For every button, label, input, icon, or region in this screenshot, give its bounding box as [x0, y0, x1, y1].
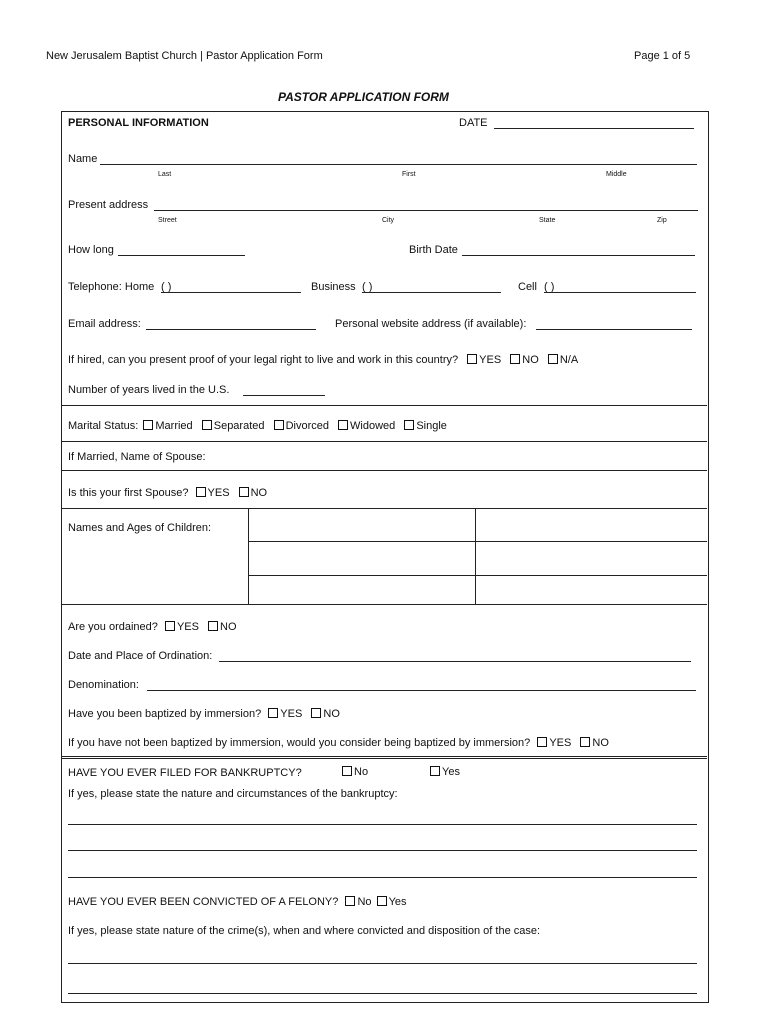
consider-no-checkbox[interactable]	[580, 737, 590, 747]
birth-date-field[interactable]	[462, 255, 695, 256]
divider-first-spouse	[62, 508, 707, 509]
tel-home-label: Telephone: Home	[68, 281, 155, 293]
business-label: Business	[311, 281, 356, 293]
legal-right-question	[68, 354, 584, 366]
legal-na-label: N/A	[559, 354, 579, 366]
widowed-checkbox[interactable]	[338, 420, 348, 430]
header-left: New Jerusalem Baptist Church | Pastor Application Form	[46, 50, 323, 62]
bankruptcy-no-option	[342, 766, 368, 778]
ordained-no-label: NO	[220, 621, 237, 633]
denomination-field[interactable]	[147, 690, 696, 691]
page-title: PASTOR APPLICATION FORM	[278, 90, 449, 104]
name-field[interactable]	[100, 164, 697, 165]
bankruptcy-answer-line-1[interactable]	[68, 824, 697, 825]
consider-no-label: NO	[592, 737, 609, 749]
divider-ordination	[62, 756, 707, 757]
legal-no-checkbox[interactable]	[510, 354, 520, 364]
bankruptcy-no-checkbox[interactable]	[342, 766, 352, 776]
felony-no-checkbox[interactable]	[345, 896, 355, 906]
children-label: Names and Ages of Children:	[68, 522, 212, 534]
ordained-yes-label: YES	[176, 621, 199, 633]
baptized-yes-label: YES	[280, 708, 303, 720]
cell-paren: ( )	[544, 281, 555, 293]
separated-checkbox[interactable]	[202, 420, 212, 430]
marital-status-row	[68, 420, 453, 432]
website-field[interactable]	[536, 329, 692, 330]
spouse-label: If Married, Name of Spouse:	[68, 451, 206, 463]
email-field[interactable]	[146, 329, 316, 330]
address-sub-state: State	[539, 217, 556, 224]
felony-answer-line-2[interactable]	[68, 993, 697, 994]
child-cell-1a[interactable]	[250, 510, 474, 540]
children-grid-h1	[248, 541, 707, 542]
baptized-no-label: NO	[323, 708, 340, 720]
bankruptcy-no-label: No	[354, 766, 369, 778]
how-long-label: How long	[68, 244, 114, 256]
child-cell-1b[interactable]	[477, 510, 705, 540]
marital-status-label: Marital Status:	[68, 420, 139, 432]
email-label: Email address:	[68, 318, 141, 330]
address-label: Present address	[68, 199, 149, 211]
first-spouse-row	[68, 487, 273, 499]
bankruptcy-answer-line-2[interactable]	[68, 850, 697, 851]
divider-personal	[62, 405, 707, 406]
consider-yes-label: YES	[549, 737, 572, 749]
legal-right-question-text: If hired, can you present proof of your legal right to live and work in this country?	[68, 354, 459, 366]
bankruptcy-yes-checkbox[interactable]	[430, 766, 440, 776]
first-spouse-label: Is this your first Spouse?	[68, 487, 189, 499]
children-grid-v1	[248, 508, 249, 604]
widowed-label: Widowed	[350, 420, 396, 432]
tel-home-paren: ( )	[161, 281, 172, 293]
child-cell-3b[interactable]	[477, 577, 705, 603]
ordination-date-place-label: Date and Place of Ordination:	[68, 650, 213, 662]
business-paren: ( )	[362, 281, 373, 293]
separated-label: Separated	[213, 420, 265, 432]
children-grid-v2	[475, 508, 476, 604]
name-sub-middle: Middle	[606, 171, 627, 178]
address-sub-city: City	[382, 217, 395, 224]
denomination-label: Denomination:	[68, 679, 139, 691]
felony-answer-line-1[interactable]	[68, 963, 697, 964]
baptized-row	[68, 708, 346, 720]
bankruptcy-followup-label: If yes, please state the nature and circumstances of the bankruptcy:	[68, 788, 398, 800]
name-sub-first: First	[402, 171, 416, 178]
child-cell-2a[interactable]	[250, 543, 474, 574]
single-label: Single	[416, 420, 447, 432]
child-cell-3a[interactable]	[250, 577, 474, 603]
divider-children	[62, 604, 707, 605]
cell-label: Cell	[518, 281, 537, 293]
felony-row	[68, 896, 407, 908]
bankruptcy-answer-line-3[interactable]	[68, 877, 697, 878]
name-sub-last: Last	[158, 171, 172, 178]
birth-date-label: Birth Date	[409, 244, 458, 256]
consider-yes-checkbox[interactable]	[537, 737, 547, 747]
header-page-number: Page 1 of 5	[634, 50, 691, 62]
first-spouse-yes-checkbox[interactable]	[196, 487, 206, 497]
felony-no-label: No	[357, 896, 372, 908]
children-grid-h2	[248, 575, 707, 576]
date-label: DATE	[459, 117, 488, 129]
ordained-yes-checkbox[interactable]	[165, 621, 175, 631]
ordained-question: Are you ordained?	[68, 621, 158, 633]
ordination-date-place-field[interactable]	[219, 661, 691, 662]
married-label: Married	[155, 420, 193, 432]
married-checkbox[interactable]	[143, 420, 153, 430]
legal-na-checkbox[interactable]	[548, 354, 558, 364]
how-long-field[interactable]	[118, 255, 245, 256]
child-cell-2b[interactable]	[477, 543, 705, 574]
cell-field[interactable]	[544, 292, 696, 293]
name-label: Name	[68, 153, 98, 165]
personal-info-heading: PERSONAL INFORMATION	[68, 117, 209, 129]
baptized-question: Have you been baptized by immersion?	[68, 708, 262, 720]
website-label: Personal website address (if available):	[335, 318, 527, 330]
baptized-no-checkbox[interactable]	[311, 708, 321, 718]
years-us-label: Number of years lived in the U.S.	[68, 384, 230, 396]
years-us-field[interactable]	[243, 395, 325, 396]
first-spouse-no-checkbox[interactable]	[239, 487, 249, 497]
address-field[interactable]	[154, 210, 698, 211]
ordained-no-checkbox[interactable]	[208, 621, 218, 631]
divider-marital	[62, 441, 707, 442]
business-field[interactable]	[362, 292, 501, 293]
bankruptcy-yes-option	[430, 766, 460, 778]
first-spouse-yes-label: YES	[207, 487, 230, 499]
divorced-checkbox[interactable]	[274, 420, 284, 430]
date-field[interactable]	[494, 128, 694, 129]
address-sub-street: Street	[158, 217, 177, 224]
divider-ordination-double	[62, 758, 707, 759]
felony-yes-checkbox[interactable]	[377, 896, 387, 906]
tel-home-field[interactable]	[161, 292, 301, 293]
consider-baptism-row	[68, 737, 615, 749]
legal-no-label: NO	[522, 354, 539, 366]
divider-spouse	[62, 470, 707, 471]
felony-yes-label: Yes	[388, 896, 407, 908]
felony-followup-label: If yes, please state nature of the crime(s), when and where convicted and disposition of the case:	[68, 925, 541, 937]
address-sub-zip: Zip	[657, 217, 667, 224]
bankruptcy-yes-label: Yes	[442, 766, 460, 778]
first-spouse-no-label: NO	[250, 487, 268, 499]
consider-baptism-question: If you have not been baptized by immersion, would you consider being baptized by immersion?	[68, 737, 531, 749]
bankruptcy-question: HAVE YOU EVER FILED FOR BANKRUPTCY?	[68, 767, 302, 779]
felony-question: HAVE YOU EVER BEEN CONVICTED OF A FELONY?	[68, 896, 339, 908]
single-checkbox[interactable]	[404, 420, 414, 430]
legal-yes-checkbox[interactable]	[467, 354, 477, 364]
legal-yes-label: YES	[479, 354, 502, 366]
ordained-row	[68, 621, 243, 633]
divorced-label: Divorced	[285, 420, 329, 432]
baptized-yes-checkbox[interactable]	[268, 708, 278, 718]
